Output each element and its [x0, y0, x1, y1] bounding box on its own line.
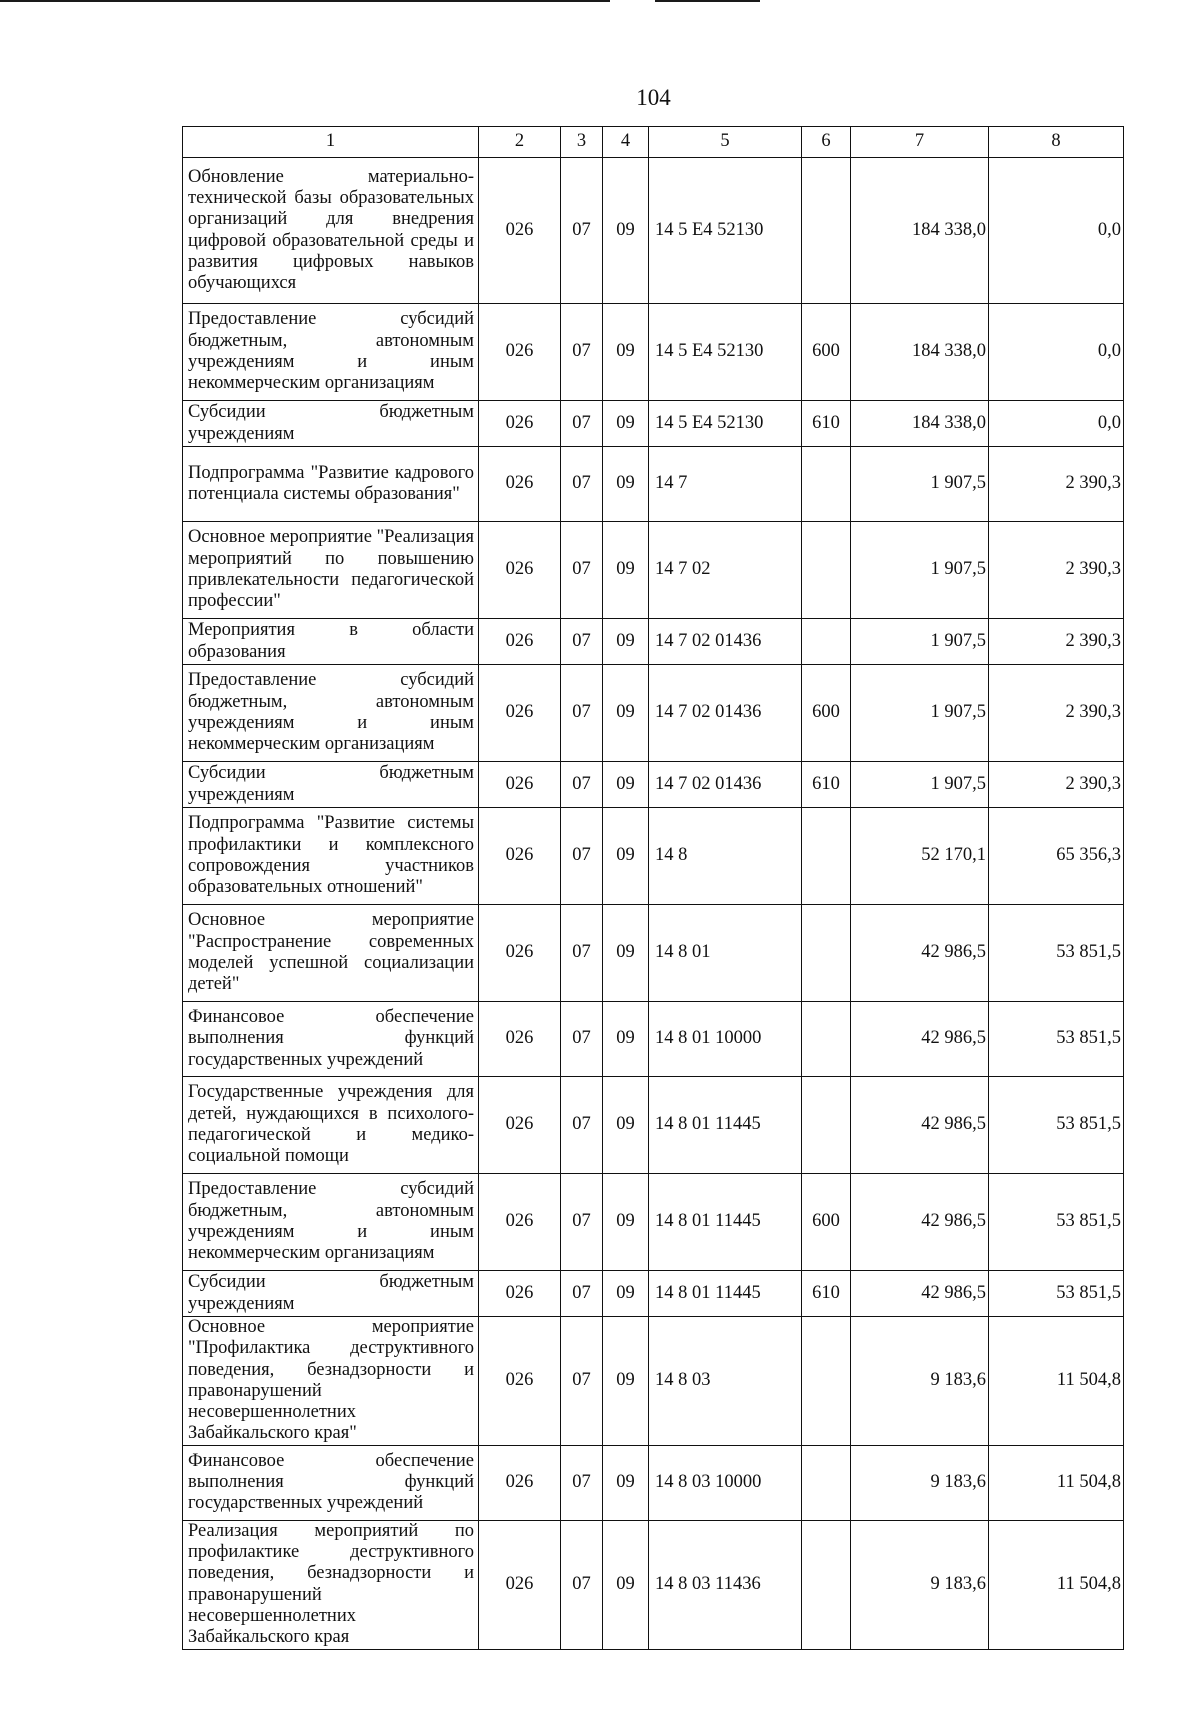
row-section: 07	[561, 762, 603, 808]
row-grbs-code: 026	[479, 762, 561, 808]
row-amount-col8: 2 390,3	[989, 665, 1124, 762]
column-header-8: 8	[989, 127, 1124, 158]
row-subsection: 09	[603, 522, 649, 619]
row-subsection: 09	[603, 1174, 649, 1271]
row-amount-col8: 53 851,5	[989, 1077, 1124, 1174]
row-section: 07	[561, 304, 603, 401]
row-target-article: 14 8	[649, 808, 802, 905]
row-section: 07	[561, 808, 603, 905]
column-header-5: 5	[649, 127, 802, 158]
row-section: 07	[561, 1174, 603, 1271]
table-row	[183, 1445, 1124, 1520]
row-amount-col7: 184 338,0	[851, 158, 989, 304]
row-section: 07	[561, 1520, 603, 1649]
row-amount-col7: 184 338,0	[851, 304, 989, 401]
row-subsection: 09	[603, 1077, 649, 1174]
table-row	[183, 447, 1124, 522]
row-expense-type: 610	[802, 1271, 851, 1317]
row-amount-col8: 11 504,8	[989, 1520, 1124, 1649]
row-grbs-code: 026	[479, 158, 561, 304]
row-section: 07	[561, 401, 603, 447]
row-amount-col7: 42 986,5	[851, 1077, 989, 1174]
row-name: Подпрограмма "Развитие кадрового потенциала системы образования"	[183, 447, 479, 522]
row-name: Предоставление субсидий бюджетным, автономным учреждениям и иным некоммерческим организациям	[183, 304, 479, 401]
row-grbs-code: 026	[479, 304, 561, 401]
row-target-article: 14 8 03 11436	[649, 1520, 802, 1649]
row-grbs-code: 026	[479, 665, 561, 762]
row-amount-col7: 42 986,5	[851, 1271, 989, 1317]
row-grbs-code: 026	[479, 808, 561, 905]
row-amount-col8: 53 851,5	[989, 1174, 1124, 1271]
table-row	[183, 304, 1124, 401]
row-target-article: 14 8 01 11445	[649, 1174, 802, 1271]
row-section: 07	[561, 619, 603, 665]
column-header-3: 3	[561, 127, 603, 158]
table-row	[183, 1002, 1124, 1077]
row-subsection: 09	[603, 762, 649, 808]
table-row	[183, 1520, 1124, 1649]
row-section: 07	[561, 665, 603, 762]
row-section: 07	[561, 1445, 603, 1520]
row-target-article: 14 8 01	[649, 905, 802, 1002]
row-amount-col8: 0,0	[989, 158, 1124, 304]
row-target-article: 14 5 E4 52130	[649, 158, 802, 304]
row-grbs-code: 026	[479, 1445, 561, 1520]
row-subsection: 09	[603, 665, 649, 762]
row-section: 07	[561, 158, 603, 304]
row-amount-col7: 9 183,6	[851, 1520, 989, 1649]
table-row	[183, 762, 1124, 808]
row-target-article: 14 7	[649, 447, 802, 522]
row-grbs-code: 026	[479, 522, 561, 619]
row-subsection: 09	[603, 1317, 649, 1446]
row-amount-col7: 42 986,5	[851, 1174, 989, 1271]
row-name: Государственные учреждения для детей, нуждающихся в психолого-педагогической и медико-социальной помощи	[183, 1077, 479, 1174]
row-amount-col8: 2 390,3	[989, 447, 1124, 522]
row-subsection: 09	[603, 619, 649, 665]
row-target-article: 14 7 02 01436	[649, 762, 802, 808]
row-amount-col7: 42 986,5	[851, 905, 989, 1002]
row-subsection: 09	[603, 1445, 649, 1520]
row-target-article: 14 8 03 10000	[649, 1445, 802, 1520]
table-row	[183, 1077, 1124, 1174]
row-expense-type: 600	[802, 1174, 851, 1271]
row-section: 07	[561, 447, 603, 522]
table-row	[183, 665, 1124, 762]
row-section: 07	[561, 1077, 603, 1174]
row-name: Подпрограмма "Развитие системы профилактики и комплексного сопровождения участников образовательных отношений"	[183, 808, 479, 905]
row-target-article: 14 5 E4 52130	[649, 304, 802, 401]
page-number: 104	[636, 85, 671, 110]
row-amount-col8: 2 390,3	[989, 522, 1124, 619]
column-number-header	[183, 127, 1124, 158]
row-target-article: 14 7 02	[649, 522, 802, 619]
table-row	[183, 1271, 1124, 1317]
row-name: Реализация мероприятий по профилактике деструктивного поведения, безнадзорности и правонарушений несовершеннолетних Забайкальского края	[183, 1520, 479, 1649]
row-expense-type	[802, 808, 851, 905]
row-name: Субсидии бюджетным учреждениям	[183, 1271, 479, 1317]
column-header-6: 6	[802, 127, 851, 158]
row-target-article: 14 8 01 11445	[649, 1271, 802, 1317]
row-section: 07	[561, 522, 603, 619]
row-target-article: 14 8 03	[649, 1317, 802, 1446]
row-subsection: 09	[603, 158, 649, 304]
scan-edge-line-right	[655, 0, 760, 2]
row-amount-col8: 53 851,5	[989, 1271, 1124, 1317]
row-expense-type: 610	[802, 401, 851, 447]
row-amount-col7: 1 907,5	[851, 619, 989, 665]
column-header-7: 7	[851, 127, 989, 158]
row-grbs-code: 026	[479, 1002, 561, 1077]
row-name: Мероприятия в области образования	[183, 619, 479, 665]
row-amount-col7: 9 183,6	[851, 1445, 989, 1520]
table-row	[183, 1174, 1124, 1271]
row-name: Предоставление субсидий бюджетным, автономным учреждениям и иным некоммерческим организациям	[183, 665, 479, 762]
row-amount-col8: 0,0	[989, 401, 1124, 447]
row-subsection: 09	[603, 808, 649, 905]
row-expense-type	[802, 905, 851, 1002]
budget-table-body	[183, 127, 1124, 1650]
row-expense-type	[802, 1317, 851, 1446]
row-amount-col7: 1 907,5	[851, 522, 989, 619]
row-target-article: 14 8 01 11445	[649, 1077, 802, 1174]
row-section: 07	[561, 1002, 603, 1077]
row-expense-type	[802, 1445, 851, 1520]
row-expense-type	[802, 447, 851, 522]
row-amount-col8: 11 504,8	[989, 1445, 1124, 1520]
row-amount-col7: 184 338,0	[851, 401, 989, 447]
row-subsection: 09	[603, 1271, 649, 1317]
row-target-article: 14 5 E4 52130	[649, 401, 802, 447]
table-row	[183, 522, 1124, 619]
row-subsection: 09	[603, 401, 649, 447]
row-expense-type	[802, 158, 851, 304]
row-expense-type: 600	[802, 665, 851, 762]
row-target-article: 14 8 01 10000	[649, 1002, 802, 1077]
row-grbs-code: 026	[479, 1271, 561, 1317]
row-expense-type	[802, 1002, 851, 1077]
table-row	[183, 1317, 1124, 1446]
table-row	[183, 401, 1124, 447]
row-name: Финансовое обеспечение выполнения функций государственных учреждений	[183, 1445, 479, 1520]
row-target-article: 14 7 02 01436	[649, 619, 802, 665]
row-amount-col8: 65 356,3	[989, 808, 1124, 905]
table-row	[183, 808, 1124, 905]
row-expense-type: 600	[802, 304, 851, 401]
table-row	[183, 619, 1124, 665]
row-amount-col7: 9 183,6	[851, 1317, 989, 1446]
row-amount-col8: 53 851,5	[989, 1002, 1124, 1077]
row-expense-type	[802, 619, 851, 665]
row-subsection: 09	[603, 447, 649, 522]
row-expense-type	[802, 522, 851, 619]
row-grbs-code: 026	[479, 905, 561, 1002]
scan-edge-line-left	[0, 0, 610, 2]
row-grbs-code: 026	[479, 1077, 561, 1174]
row-grbs-code: 026	[479, 401, 561, 447]
row-name: Предоставление субсидий бюджетным, автономным учреждениям и иным некоммерческим организациям	[183, 1174, 479, 1271]
row-name: Основное мероприятие "Распространение современных моделей успешной социализации детей"	[183, 905, 479, 1002]
row-amount-col7: 1 907,5	[851, 447, 989, 522]
row-amount-col8: 53 851,5	[989, 905, 1124, 1002]
column-header-1: 1	[183, 127, 479, 158]
row-section: 07	[561, 1271, 603, 1317]
column-header-4: 4	[603, 127, 649, 158]
row-grbs-code: 026	[479, 447, 561, 522]
row-subsection: 09	[603, 1520, 649, 1649]
row-grbs-code: 026	[479, 1520, 561, 1649]
row-subsection: 09	[603, 1002, 649, 1077]
row-subsection: 09	[603, 905, 649, 1002]
row-amount-col8: 2 390,3	[989, 619, 1124, 665]
row-grbs-code: 026	[479, 1317, 561, 1446]
row-amount-col8: 0,0	[989, 304, 1124, 401]
budget-table	[182, 126, 1124, 1650]
row-subsection: 09	[603, 304, 649, 401]
table-row	[183, 158, 1124, 304]
row-name: Основное мероприятие "Профилактика деструктивного поведения, безнадзорности и правонарушений несовершеннолетних Забайкальского края"	[183, 1317, 479, 1446]
row-amount-col7: 42 986,5	[851, 1002, 989, 1077]
row-amount-col7: 1 907,5	[851, 762, 989, 808]
row-name: Субсидии бюджетным учреждениям	[183, 762, 479, 808]
table-row	[183, 905, 1124, 1002]
row-grbs-code: 026	[479, 1174, 561, 1271]
row-name: Обновление материально-технической базы образовательных организаций для внедрения цифровой образовательной среды и развития цифровых навыков обучающихся	[183, 158, 479, 304]
row-amount-col7: 1 907,5	[851, 665, 989, 762]
row-name: Основное мероприятие "Реализация мероприятий по повышению привлекательности педагогической профессии"	[183, 522, 479, 619]
row-grbs-code: 026	[479, 619, 561, 665]
row-amount-col7: 52 170,1	[851, 808, 989, 905]
row-amount-col8: 11 504,8	[989, 1317, 1124, 1446]
row-amount-col8: 2 390,3	[989, 762, 1124, 808]
column-header-2: 2	[479, 127, 561, 158]
row-name: Субсидии бюджетным учреждениям	[183, 401, 479, 447]
row-name: Финансовое обеспечение выполнения функций государственных учреждений	[183, 1002, 479, 1077]
row-section: 07	[561, 905, 603, 1002]
row-expense-type	[802, 1520, 851, 1649]
row-expense-type	[802, 1077, 851, 1174]
row-target-article: 14 7 02 01436	[649, 665, 802, 762]
row-expense-type: 610	[802, 762, 851, 808]
row-section: 07	[561, 1317, 603, 1446]
